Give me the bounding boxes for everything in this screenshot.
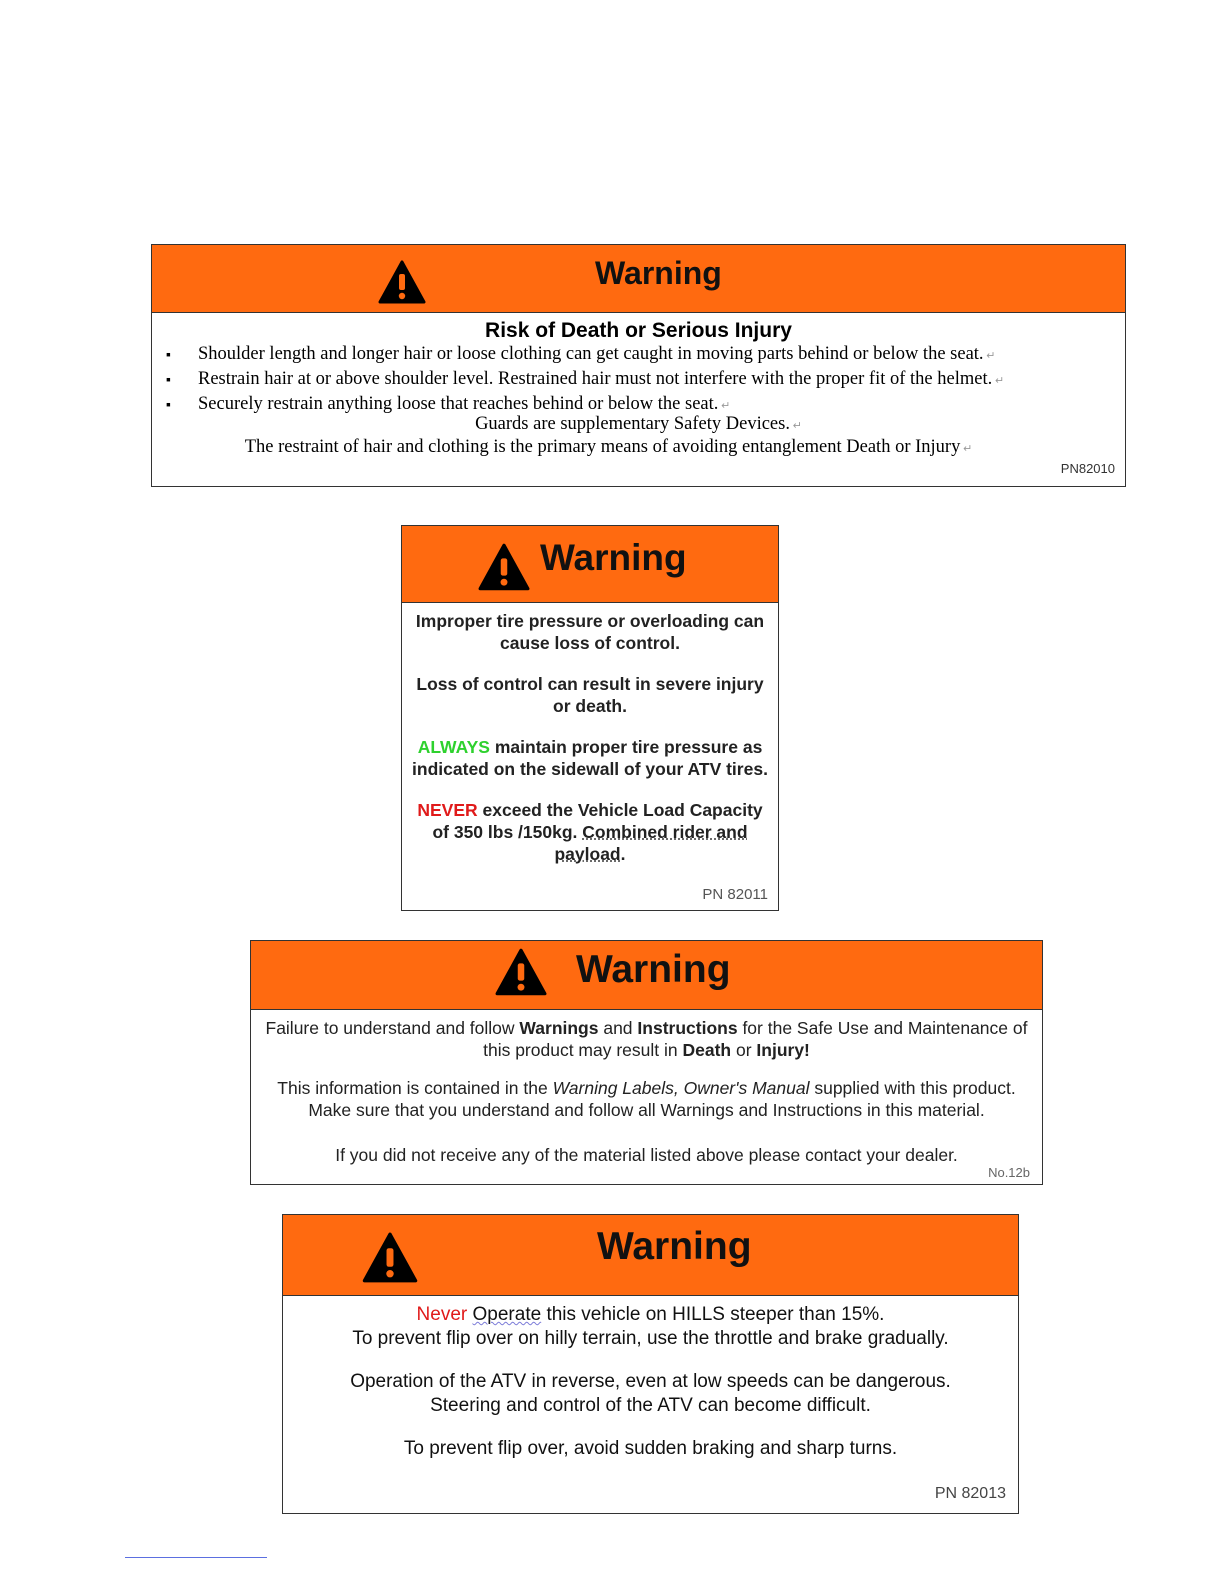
- part-number: PN82010: [1060, 461, 1115, 476]
- paragraph: Loss of control can result in severe injury or death.: [416, 674, 764, 716]
- warning-title: Warning: [540, 537, 687, 578]
- part-number: PN 82011: [702, 886, 768, 903]
- warning-triangle-icon: [495, 948, 547, 996]
- paragraph: Operation of the ATV in reverse, even at low speeds can be dangerous.: [350, 1371, 951, 1392]
- label-body: [412, 610, 768, 884]
- paragraph: Failure to understand and follow Warnings and Instructions for the Safe Use and Maintenance of this product may result in Death or Injury!: [265, 1018, 1028, 1060]
- label-subtitle: Risk of Death or Serious Injury: [485, 319, 792, 342]
- bullet-list: [166, 343, 1004, 418]
- primary-means-note: The restraint of hair and clothing is the primary means of avoiding entanglement Death or Injury ↵: [244, 437, 973, 457]
- paragraph: Steering and control of the ATV can become difficult.: [430, 1394, 871, 1416]
- warning-title: Warning: [595, 255, 722, 291]
- paragraph: ALWAYS maintain proper tire pressure as indicated on the sidewall of your ATV tires.: [412, 737, 768, 779]
- warning-header-bar: [251, 941, 1042, 1010]
- label-body: [293, 1303, 1008, 1481]
- paragraph: Never Operate this vehicle on HILLS steeper than 15%.: [416, 1304, 885, 1325]
- warning-title: Warning: [597, 1225, 752, 1268]
- warning-triangle-icon: [362, 1232, 418, 1283]
- warning-header-bar: [152, 245, 1125, 313]
- part-number: PN 82013: [934, 1485, 1006, 1502]
- warning-label-hills: [282, 1214, 1019, 1514]
- warning-header-bar: [402, 526, 778, 603]
- warning-label-tire-pressure: [401, 525, 779, 911]
- footnote-separator: [125, 1557, 267, 1558]
- list-item: ▪ Shoulder length and longer hair or loose clothing can get caught in moving parts behind or below the seat. ↵: [166, 343, 1004, 368]
- list-item: ▪ Restrain hair at or above shoulder level. Restrained hair must not interfere with the proper fit of the helmet. ↵: [166, 368, 1004, 393]
- paragraph: If you did not receive any of the material listed above please contact your dealer.: [335, 1145, 958, 1165]
- warning-triangle-icon: [378, 260, 426, 304]
- warning-header-bar: [283, 1215, 1018, 1296]
- warning-label-hair-clothing: [151, 244, 1126, 487]
- warning-triangle-icon: [478, 543, 530, 591]
- paragraph: To prevent flip over on hilly terrain, use the throttle and brake gradually.: [352, 1327, 949, 1349]
- paragraph: To prevent flip over, avoid sudden braking and sharp turns.: [403, 1438, 898, 1459]
- part-number: No.12b: [988, 1165, 1030, 1180]
- paragraph: Improper tire pressure or overloading can cause loss of control.: [415, 611, 765, 653]
- paragraph: NEVER exceed the Vehicle Load Capacity of 350 lbs /150kg. Combined rider and payload.: [417, 800, 763, 864]
- supplementary-note: Guards are supplementary Safety Devices. ↵: [475, 414, 802, 434]
- list-item: ▪ Securely restrain anything loose that reaches behind or below the seat. ↵: [166, 393, 1004, 418]
- paragraph: This information is contained in the Warning Labels, Owner's Manual supplied with this product. Make sure that you understand and follow all Warnings and Instructions in this material.: [277, 1078, 1016, 1120]
- warning-label-instructions: [250, 940, 1043, 1185]
- warning-title: Warning: [576, 948, 731, 991]
